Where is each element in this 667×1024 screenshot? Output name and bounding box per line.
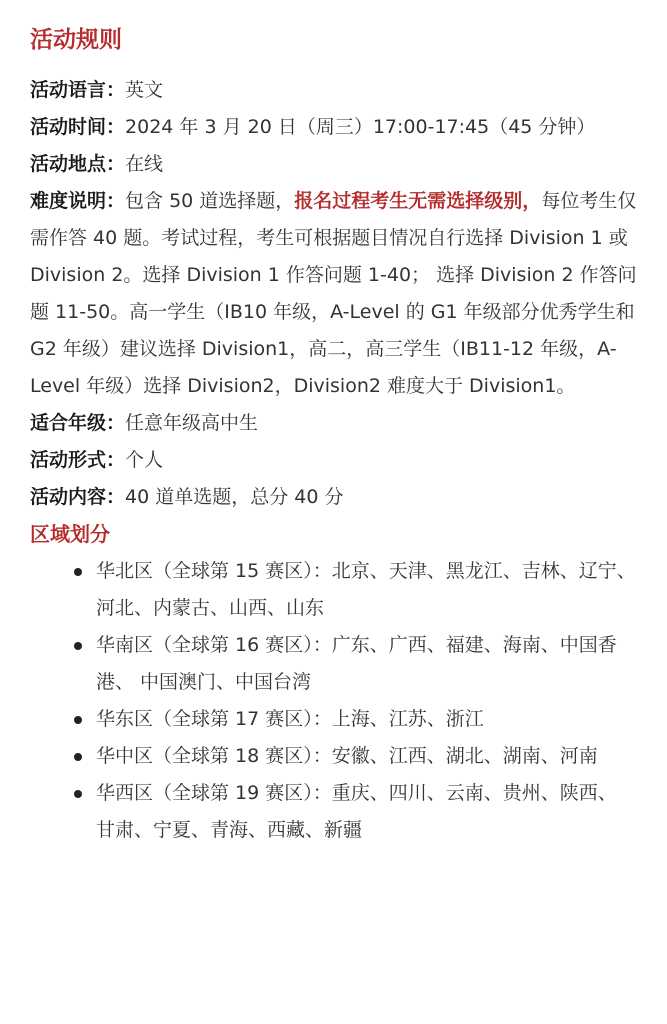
- section-title: 活动规则: [30, 27, 122, 53]
- rule-content: [30, 479, 637, 516]
- rule-location: [30, 146, 637, 183]
- list-item: [74, 553, 637, 627]
- rule-value: 英文: [125, 79, 164, 101]
- bullet-icon: [74, 716, 82, 724]
- rule-label: 活动时间: [30, 116, 107, 138]
- difficulty-text-before: 包含 50 道选择题，: [125, 190, 295, 212]
- bullet-icon: [74, 642, 82, 650]
- bullet-icon: [74, 753, 82, 761]
- list-item: [74, 627, 637, 701]
- rule-separator: ：: [106, 449, 126, 471]
- rule-separator: ：: [106, 486, 126, 508]
- rule-label: 活动语言: [30, 79, 107, 101]
- rule-separator: ：: [106, 79, 126, 101]
- rule-value: 40 道单选题，总分 40 分: [125, 486, 344, 508]
- region-text: 华东区（全球第 17 赛区）：上海、江苏、浙江: [96, 708, 484, 730]
- difficulty-highlight: 报名过程考生无需选择级别，: [294, 190, 542, 212]
- region-text: 华南区（全球第 16 赛区）：广东、广西、福建、海南、中国香港、 中国澳门、中国台湾: [96, 634, 617, 693]
- list-item: [74, 775, 637, 849]
- list-item: [74, 738, 637, 775]
- rule-value: 在线: [125, 153, 164, 175]
- region-text: 华中区（全球第 18 赛区）：安徽、江西、湖北、湖南、河南: [96, 745, 598, 767]
- rule-separator: ：: [106, 153, 126, 175]
- rule-format: [30, 442, 637, 479]
- regions-list: [30, 553, 637, 849]
- rule-label: 难度说明: [30, 190, 107, 212]
- rule-separator: ：: [106, 190, 126, 212]
- list-item: [74, 701, 637, 738]
- difficulty-text-after: 每位考生仅需作答 40 题。考试过程，考生可根据题目情况自行选择 Division 1 或 Division 2。选择 Division 1 作答问题 1-40； 选择 Division 2 作答问题 11-50。高一学生（IB10 年级，A-Level 的 G1 年级部分优秀学生和 G2 年级）建议选择 Division1，高二，高三学生（IB11-12 年级，A-Level 年级）选择 Division2，Division2 难度大于 Division1。: [30, 190, 637, 397]
- rule-label: 活动内容: [30, 486, 107, 508]
- bullet-icon: [74, 568, 82, 576]
- rule-label: 适合年级: [30, 412, 107, 434]
- rule-value: 2024 年 3 月 20 日（周三）17:00-17:45（45 分钟）: [125, 116, 596, 138]
- regions-title: 区域划分: [30, 522, 110, 546]
- rule-label: 活动形式: [30, 449, 107, 471]
- bullet-icon: [74, 790, 82, 798]
- rule-value: 任意年级高中生: [125, 412, 259, 434]
- rule-time: [30, 109, 637, 146]
- rule-separator: ：: [106, 412, 126, 434]
- rule-separator: ：: [106, 116, 126, 138]
- rule-value: 个人: [125, 449, 164, 471]
- rule-label: 活动地点: [30, 153, 107, 175]
- rule-difficulty: [30, 183, 637, 405]
- rule-language: [30, 72, 637, 109]
- region-text: 华北区（全球第 15 赛区）：北京、天津、黑龙江、吉林、辽宁、 河北、内蒙古、山西、山东: [96, 560, 636, 619]
- rule-grade: [30, 405, 637, 442]
- region-text: 华西区（全球第 19 赛区）：重庆、四川、云南、贵州、陕西、 甘肃、宁夏、青海、西藏、新疆: [96, 782, 617, 841]
